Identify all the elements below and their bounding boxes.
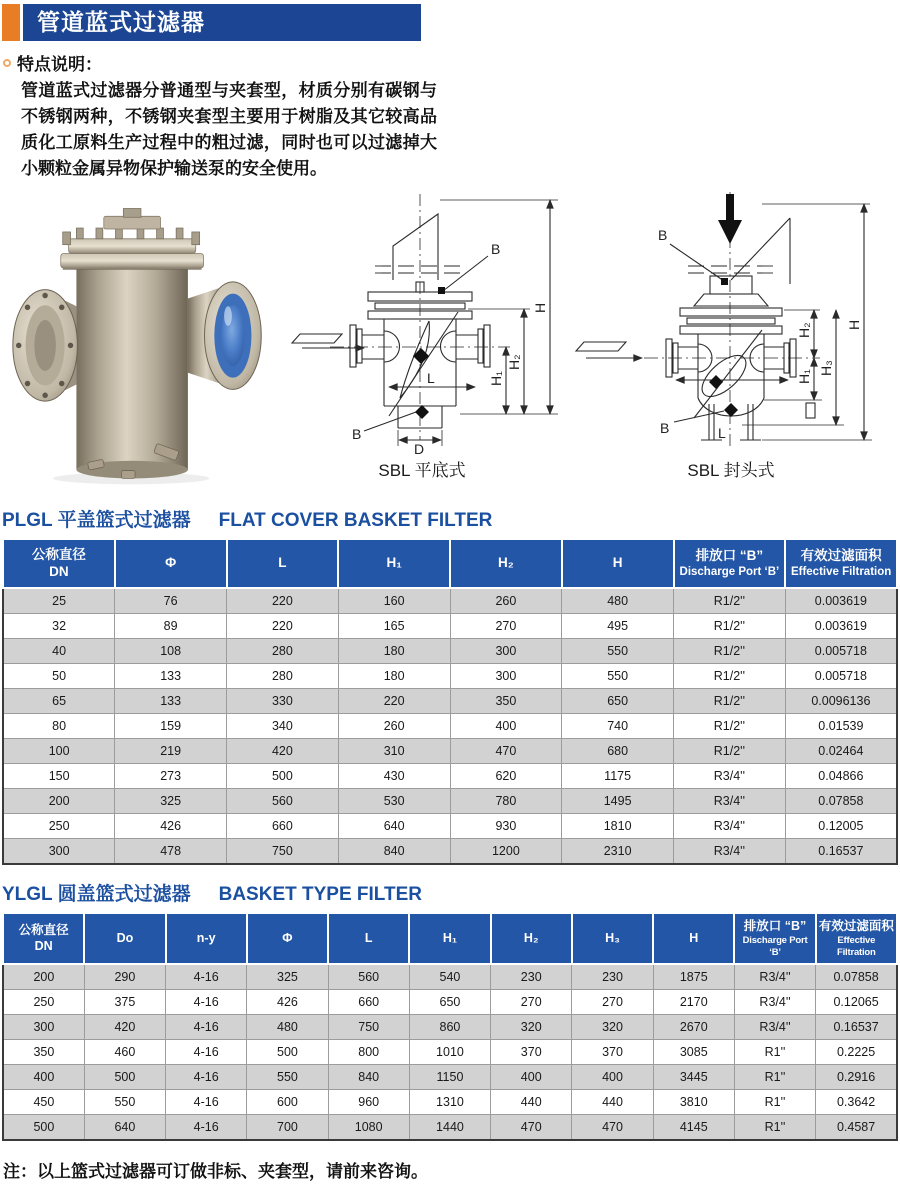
table-cell: 320 — [491, 1015, 572, 1040]
dim-label-h3: H₃ — [818, 360, 834, 376]
table-cell: R1/2'' — [674, 664, 786, 689]
table-cell: 325 — [115, 789, 227, 814]
column-header: Φ — [247, 913, 328, 964]
table-cell: 450 — [3, 1090, 84, 1115]
table-cell: 350 — [3, 1040, 84, 1065]
table-cell: 40 — [3, 639, 115, 664]
table-cell: 89 — [115, 614, 227, 639]
column-header: H₃ — [572, 913, 653, 964]
column-header: H — [562, 539, 674, 588]
table-cell: 780 — [450, 789, 562, 814]
column-header: H — [653, 913, 734, 964]
footer-note: 注：以上篮式过滤器可订做非标、夹套型，请前来咨询。 — [3, 1162, 428, 1182]
table-cell: R1/2'' — [674, 689, 786, 714]
table-cell: R1/2'' — [674, 614, 786, 639]
table-cell: 700 — [247, 1115, 328, 1141]
table-row — [3, 664, 897, 689]
table-cell: 270 — [491, 990, 572, 1015]
column-header: L — [328, 913, 409, 964]
dim-label-b-bottom: B — [352, 426, 362, 442]
column-header: 排放口 “B” Discharge Port ‘B’ — [734, 913, 815, 964]
table-cell: 270 — [572, 990, 653, 1015]
table-cell: R1'' — [734, 1065, 815, 1090]
table1-title-en: FLAT COVER BASKET FILTER — [218, 510, 493, 531]
table-row — [3, 1115, 897, 1141]
table-cell: 680 — [562, 739, 674, 764]
column-header: Do — [84, 913, 165, 964]
table-cell: 0.0096136 — [785, 689, 897, 714]
features-heading-row — [3, 50, 503, 75]
table-cell: 108 — [115, 639, 227, 664]
table-cell: 0.4587 — [816, 1115, 897, 1141]
table-cell: 300 — [3, 1015, 84, 1040]
table-cell: 260 — [338, 714, 450, 739]
dim-label-h2: H₂ — [796, 322, 812, 338]
table-cell: 133 — [115, 689, 227, 714]
column-header: L — [227, 539, 339, 588]
table-cell: 340 — [227, 714, 339, 739]
dim-label-h: H — [532, 302, 548, 313]
table-cell: 4-16 — [166, 1015, 247, 1040]
table-cell: 180 — [338, 639, 450, 664]
table-cell: 320 — [572, 1015, 653, 1040]
table-cell: 400 — [450, 714, 562, 739]
table-cell: 133 — [115, 664, 227, 689]
table-cell: 640 — [84, 1115, 165, 1141]
table-cell: 220 — [227, 614, 339, 639]
table-cell: R3/4'' — [674, 764, 786, 789]
table-cell: 0.04866 — [785, 764, 897, 789]
table-cell: 1875 — [653, 964, 734, 990]
table-cell: 250 — [3, 814, 115, 839]
column-header: 公称直径 DN — [3, 539, 115, 588]
table-cell: 0.16537 — [785, 839, 897, 865]
table-row — [3, 739, 897, 764]
flat-cover-basket-filter-table — [2, 538, 898, 865]
column-header: n-y — [166, 913, 247, 964]
table-cell: 640 — [338, 814, 450, 839]
table-header-row — [3, 913, 897, 964]
table-row — [3, 714, 897, 739]
table-cell: R1/2'' — [674, 714, 786, 739]
column-header: H₁ — [338, 539, 450, 588]
basket-type-filter-table — [2, 912, 898, 1141]
table-cell: 480 — [562, 588, 674, 614]
bullet-ring-icon — [3, 59, 11, 67]
table-row — [3, 839, 897, 865]
table-cell: 370 — [491, 1040, 572, 1065]
dim-label-l: L — [427, 370, 435, 386]
table-cell: 470 — [572, 1115, 653, 1141]
table-cell: 0.003619 — [785, 588, 897, 614]
table-cell: R3/4'' — [734, 1015, 815, 1040]
column-header: H₂ — [491, 913, 572, 964]
drawing-dished-head-figure — [572, 188, 890, 481]
table-cell: 660 — [328, 990, 409, 1015]
table-cell: 2310 — [562, 839, 674, 865]
table-cell: 310 — [338, 739, 450, 764]
product-photo-wrap — [0, 188, 272, 491]
dim-label-l: L — [718, 425, 726, 441]
drawing-flat-bottom-figure — [272, 188, 572, 481]
table-cell: 620 — [450, 764, 562, 789]
table-cell: 4-16 — [166, 1115, 247, 1141]
column-header: H₁ — [409, 913, 490, 964]
table-cell: 300 — [450, 639, 562, 664]
table-cell: 325 — [247, 964, 328, 990]
dim-label-b-bottom: B — [660, 420, 670, 436]
table-cell: 650 — [562, 689, 674, 714]
table-cell: 400 — [491, 1065, 572, 1090]
table1-title-zh: PLGL 平盖篮式过滤器 — [2, 510, 191, 531]
table-cell: 420 — [227, 739, 339, 764]
table-cell: 4145 — [653, 1115, 734, 1141]
drawing-sbl-flat-bottom — [272, 188, 572, 456]
table-row — [3, 1040, 897, 1065]
table-row — [3, 764, 897, 789]
table-cell: 560 — [328, 964, 409, 990]
table-cell: 150 — [3, 764, 115, 789]
table-row — [3, 588, 897, 614]
table-cell: 0.003619 — [785, 614, 897, 639]
table-cell: 80 — [3, 714, 115, 739]
table-cell: 740 — [562, 714, 674, 739]
table-cell: 860 — [409, 1015, 490, 1040]
table-cell: 1175 — [562, 764, 674, 789]
drawing-flat-bottom-caption: SBL 平底式 — [378, 461, 466, 480]
dim-label-d: D — [414, 441, 425, 456]
table-cell: 159 — [115, 714, 227, 739]
table-cell: 0.02464 — [785, 739, 897, 764]
page-title: 管道蓝式过滤器 — [23, 4, 421, 41]
table-cell: 550 — [247, 1065, 328, 1090]
table2-title-zh: YLGL 圆盖篮式过滤器 — [2, 884, 191, 905]
table-cell: 4-16 — [166, 990, 247, 1015]
table-cell: 50 — [3, 664, 115, 689]
table-row — [3, 814, 897, 839]
table-cell: 960 — [328, 1090, 409, 1115]
column-header: 排放口 “B” Discharge Port ‘B’ — [674, 539, 786, 588]
table-cell: 250 — [3, 990, 84, 1015]
table-cell: 160 — [338, 588, 450, 614]
table-cell: 840 — [338, 839, 450, 865]
table-cell: 470 — [450, 739, 562, 764]
table-cell: 426 — [247, 990, 328, 1015]
table-cell: 500 — [227, 764, 339, 789]
table-cell: R1'' — [734, 1115, 815, 1141]
table-cell: 460 — [84, 1040, 165, 1065]
table-cell: 165 — [338, 614, 450, 639]
table-cell: 220 — [227, 588, 339, 614]
table-row — [3, 1090, 897, 1115]
table-cell: 273 — [115, 764, 227, 789]
table-cell: 800 — [328, 1040, 409, 1065]
figures-row — [0, 188, 900, 491]
column-header: 有效过滤面积 Effective Filtration — [785, 539, 897, 588]
table-cell: 400 — [3, 1065, 84, 1090]
table-row — [3, 1015, 897, 1040]
table-cell: 200 — [3, 964, 84, 990]
column-header: H₂ — [450, 539, 562, 588]
table-cell: 660 — [227, 814, 339, 839]
table-cell: 0.005718 — [785, 639, 897, 664]
table-cell: 76 — [115, 588, 227, 614]
table-header-row — [3, 539, 897, 588]
table-cell: 0.2225 — [816, 1040, 897, 1065]
table-cell: 500 — [247, 1040, 328, 1065]
table-cell: 219 — [115, 739, 227, 764]
table-cell: 550 — [562, 639, 674, 664]
features-section — [3, 50, 503, 182]
table-cell: 0.07858 — [785, 789, 897, 814]
table-cell: 32 — [3, 614, 115, 639]
table-row — [3, 990, 897, 1015]
table-cell: R3/4'' — [674, 814, 786, 839]
table-cell: 1080 — [328, 1115, 409, 1141]
table-cell: 300 — [3, 839, 115, 865]
table-cell: R3/4'' — [734, 964, 815, 990]
table-cell: 400 — [572, 1065, 653, 1090]
table-cell: R3/4'' — [674, 839, 786, 865]
table-cell: R1'' — [734, 1090, 815, 1115]
table-cell: 750 — [328, 1015, 409, 1040]
table-cell: R3/4'' — [734, 990, 815, 1015]
column-header: Φ — [115, 539, 227, 588]
dim-label-h: H — [846, 319, 862, 330]
table-cell: 470 — [491, 1115, 572, 1141]
dim-label-h1: H₁ — [488, 371, 504, 386]
table2-title-en: BASKET TYPE FILTER — [218, 884, 422, 905]
table-cell: 370 — [572, 1040, 653, 1065]
table-cell: 230 — [491, 964, 572, 990]
dim-label-h2: H₂ — [506, 354, 522, 370]
table-cell: 4-16 — [166, 1090, 247, 1115]
table-cell: 25 — [3, 588, 115, 614]
table-cell: 280 — [227, 639, 339, 664]
table-cell: 180 — [338, 664, 450, 689]
table-cell: 440 — [491, 1090, 572, 1115]
table-cell: 1150 — [409, 1065, 490, 1090]
table-cell: 550 — [562, 664, 674, 689]
table-cell: 4-16 — [166, 1040, 247, 1065]
table-cell: 1310 — [409, 1090, 490, 1115]
table-cell: 0.01539 — [785, 714, 897, 739]
table-cell: 2170 — [653, 990, 734, 1015]
table-cell: 0.16537 — [816, 1015, 897, 1040]
column-header: 有效过滤面积 Effective Filtration — [816, 913, 897, 964]
table-cell: 930 — [450, 814, 562, 839]
table-cell: 220 — [338, 689, 450, 714]
drawing-sbl-dished-head — [572, 188, 890, 456]
table-cell: 0.2916 — [816, 1065, 897, 1090]
table-cell: 560 — [227, 789, 339, 814]
table-cell: 1495 — [562, 789, 674, 814]
table-cell: 500 — [3, 1115, 84, 1141]
table-cell: 1810 — [562, 814, 674, 839]
header-accent-block — [2, 4, 20, 41]
table-row — [3, 689, 897, 714]
table-cell: 420 — [84, 1015, 165, 1040]
table-cell: 1440 — [409, 1115, 490, 1141]
table-cell: 0.3642 — [816, 1090, 897, 1115]
table-cell: 540 — [409, 964, 490, 990]
table-cell: 550 — [84, 1090, 165, 1115]
table-cell: 230 — [572, 964, 653, 990]
dim-label-h1: H₁ — [796, 369, 812, 384]
table-cell: 4-16 — [166, 964, 247, 990]
table-row — [3, 614, 897, 639]
table-cell: 100 — [3, 739, 115, 764]
table-cell: 500 — [84, 1065, 165, 1090]
table-cell: 375 — [84, 990, 165, 1015]
table1-title — [2, 505, 900, 532]
table-cell: 1010 — [409, 1040, 490, 1065]
table-cell: 4-16 — [166, 1065, 247, 1090]
column-header: 公称直径 DN — [3, 913, 84, 964]
drawing-dished-head-caption: SBL 封头式 — [687, 461, 775, 480]
table-cell: 0.12065 — [816, 990, 897, 1015]
table-row — [3, 964, 897, 990]
table-cell: 3085 — [653, 1040, 734, 1065]
table-cell: 430 — [338, 764, 450, 789]
table-cell: 478 — [115, 839, 227, 865]
features-body: 管道蓝式过滤器分普通型与夹套型，材质分别有碳钢与不锈钢两种，不锈钢夹套型主要用于树脂及其它较高品质化工原料生产过程中的粗过滤，同时也可以过滤掉大小颗粒金属异物保护输送泵的安全使用。 — [21, 81, 437, 178]
table-cell: 290 — [84, 964, 165, 990]
product-photo — [6, 196, 272, 486]
table-cell: 495 — [562, 614, 674, 639]
dim-label-b-top: B — [491, 241, 501, 257]
table-cell: R1/2'' — [674, 739, 786, 764]
table-cell: 300 — [450, 664, 562, 689]
table-cell: 650 — [409, 990, 490, 1015]
table-cell: 530 — [338, 789, 450, 814]
table-cell: 2670 — [653, 1015, 734, 1040]
table-row — [3, 789, 897, 814]
table-cell: 330 — [227, 689, 339, 714]
table-cell: 0.005718 — [785, 664, 897, 689]
table-cell: 440 — [572, 1090, 653, 1115]
table-cell: R1/2'' — [674, 639, 786, 664]
table-cell: 1200 — [450, 839, 562, 865]
table-cell: 270 — [450, 614, 562, 639]
table-cell: 426 — [115, 814, 227, 839]
table-row — [3, 639, 897, 664]
table-cell: 0.07858 — [816, 964, 897, 990]
table-cell: R3/4'' — [674, 789, 786, 814]
table-cell: 0.12005 — [785, 814, 897, 839]
features-heading: 特点说明： — [17, 55, 102, 74]
table-cell: 350 — [450, 689, 562, 714]
table-row — [3, 1065, 897, 1090]
table-cell: 65 — [3, 689, 115, 714]
table-cell: 480 — [247, 1015, 328, 1040]
table-cell: 3810 — [653, 1090, 734, 1115]
table-cell: 840 — [328, 1065, 409, 1090]
page-header — [2, 4, 900, 41]
table-cell: 600 — [247, 1090, 328, 1115]
table-cell: 280 — [227, 664, 339, 689]
table-cell: 260 — [450, 588, 562, 614]
table-cell: R1'' — [734, 1040, 815, 1065]
dim-label-b-top: B — [658, 227, 668, 243]
table2-title — [2, 879, 900, 906]
table-cell: 200 — [3, 789, 115, 814]
table-cell: 3445 — [653, 1065, 734, 1090]
table-cell: R1/2'' — [674, 588, 786, 614]
table-cell: 750 — [227, 839, 339, 865]
